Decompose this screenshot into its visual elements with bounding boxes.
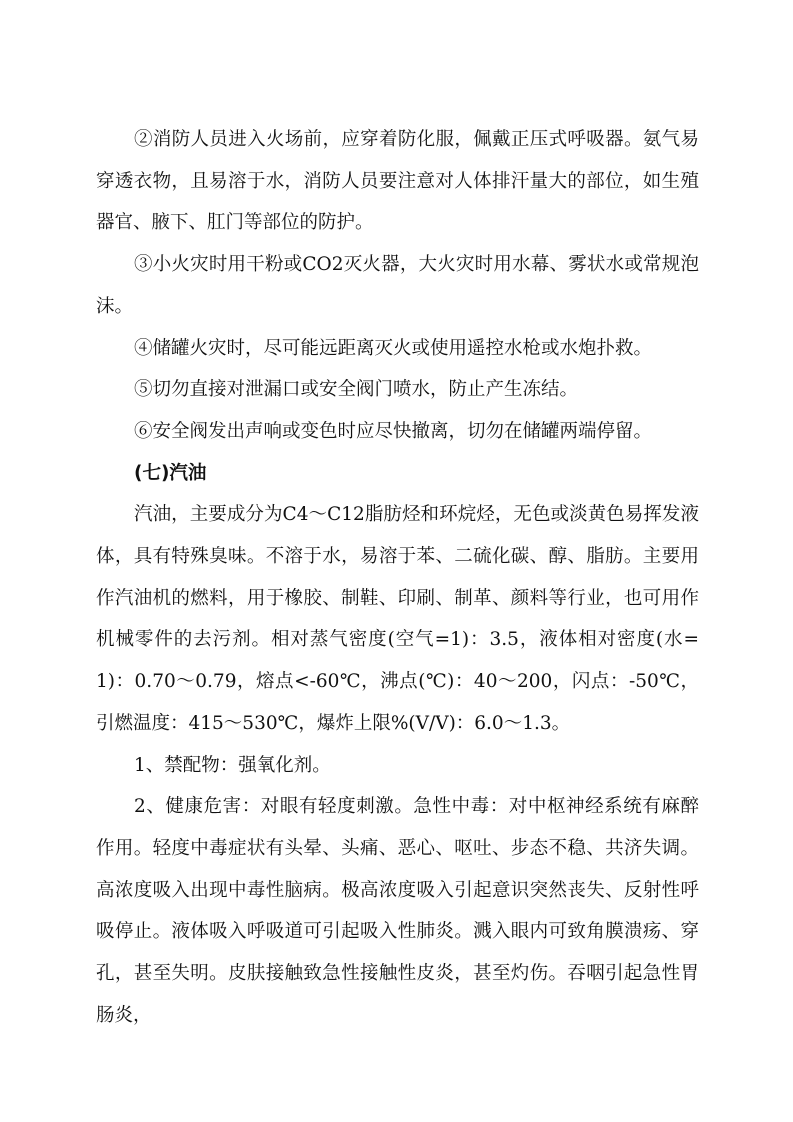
paragraph-evacuate-warning: ⑥安全阀发出声响或变色时应尽快撤离，切勿在储罐两端停留。 (134, 420, 653, 442)
paragraph-tank-fire: ④储罐火灾时，尽可能远距离灭火或使用遥控水枪或水炮扑救。 (134, 337, 653, 359)
paragraph-no-water-on-leak: ⑤切勿直接对泄漏口或安全阀门喷水，防止产生冻结。 (134, 379, 579, 401)
section-heading-gasoline: (七)汽油 (134, 462, 207, 484)
paragraph-extinguishing-agents: ③小火灾时用干粉或CO2灭火器，大火灾时用水幕、雾状水或常规泡沫。 (96, 254, 699, 317)
document-body (96, 119, 699, 1036)
paragraph-health-hazards: 2、健康危害：对眼有轻度刺激。急性中毒：对中枢神经系统有麻醉作用。轻度中毒症状有头晕、头痛、恶心、呕吐、步态不稳、共济失调。高浓度吸入出现中毒性脑病。极高浓度吸入引起意识突然丧失、反射性呼吸停止。液体吸入呼吸道可引起吸入性肺炎。溅入眼内可致角膜溃疡、穿孔，甚至失明。皮肤接触致急性接触性皮炎，甚至灼伤。吞咽引起急性胃肠炎， (96, 796, 699, 1026)
paragraph-gasoline-properties: 汽油，主要成分为C4～C12脂肪烃和环烷烃，无色或淡黄色易挥发液体，具有特殊臭味。不溶于水，易溶于苯、二硫化碳、醇、脂肪。主要用作汽油机的燃料，用于橡胶、制鞋、印刷、制革、颜料等行业，也可用作机械零件的去污剂。相对蒸气密度(空气=1)：3.5，液体相对密度(水=1)：0.70～0.79，熔点<-60℃，沸点(℃)：40～200，闪点：-50℃，引燃温度：415～530℃，爆炸上限%(V/V)：6.0～1.3。 (96, 504, 699, 734)
paragraph-incompatible-materials: 1、禁配物：强氧化剂。 (134, 754, 331, 776)
paragraph-firefighter-protection: ②消防人员进入火场前，应穿着防化服，佩戴正压式呼吸器。氨气易穿透衣物，且易溶于水，消防人员要注意对人体排汗量大的部位，如生殖器官、腋下、肛门等部位的防护。 (96, 129, 699, 234)
